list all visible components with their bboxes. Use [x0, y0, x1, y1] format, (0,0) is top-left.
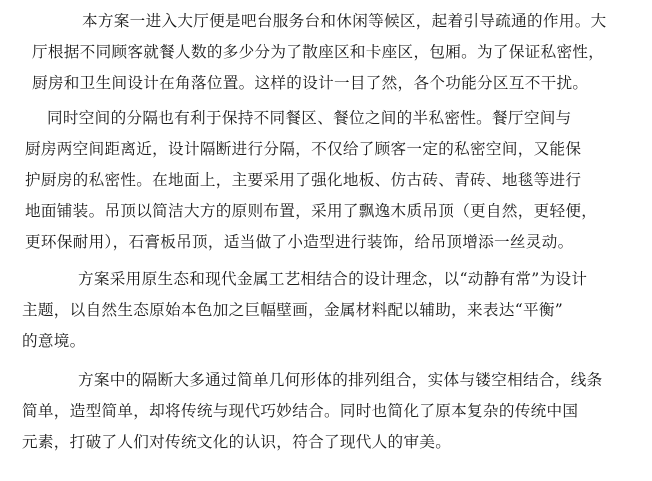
text-line: 更环保耐用），石膏板吊顶，适当做了小造型进行装饰，给吊顶增添一丝灵动。: [25, 233, 574, 251]
text-line: 简单，造型简单，却将传统与现代巧妙结合。同时也简化了原本复杂的传统中国: [22, 402, 579, 420]
paragraph-lobby-layout: [32, 6, 632, 99]
text-line: 本方案一进入大厅便是吧台服务台和休闲等候区，起着引导疏通的作用。大: [82, 12, 607, 30]
paragraph-partitions: [22, 365, 632, 458]
text-line: 方案中的隔断大多通过简单几何形体的排列组合，实体与镂空相结合，线条: [78, 371, 603, 389]
text-line: 的意境。: [22, 332, 86, 350]
text-line: 厅根据不同顾客就餐人数的多少分为了散座区和卡座区，包厢。为了保证私密性，: [32, 43, 605, 61]
paragraph-space-division: [25, 103, 632, 258]
text-line: 护厨房的私密性。在地面上，主要采用了强化地板、仿古砖、青砖、地毯等进行: [25, 171, 582, 189]
text-line: 同时空间的分隔也有利于保持不同餐区、餐位之间的半私密性。餐厅空间与: [47, 109, 572, 127]
text-line: 厨房两空间距离近，设计隔断进行分隔，不仅给了顾客一定的私密空间，又能保: [25, 140, 582, 158]
text-line: 元素，打破了人们对传统文化的认识，符合了现代人的审美。: [22, 433, 452, 451]
text-line: 方案采用原生态和现代金属工艺相结合的设计理念，以“动静有常”为设计: [78, 270, 588, 288]
document-body: [22, 6, 632, 458]
text-line: 地面铺装。吊顶以简洁大方的原则布置，采用了飘逸木质吊顶（更自然，更轻便，: [25, 202, 598, 220]
paragraph-design-concept: [22, 264, 632, 357]
text-line: 主题，以自然生态原始本色加之巨幅壁画，金属材料配以辅助，来表达“平衡”: [22, 301, 564, 319]
text-line: 厨房和卫生间设计在角落位置。这样的设计一目了然，各个功能分区互不干扰。: [32, 74, 589, 92]
